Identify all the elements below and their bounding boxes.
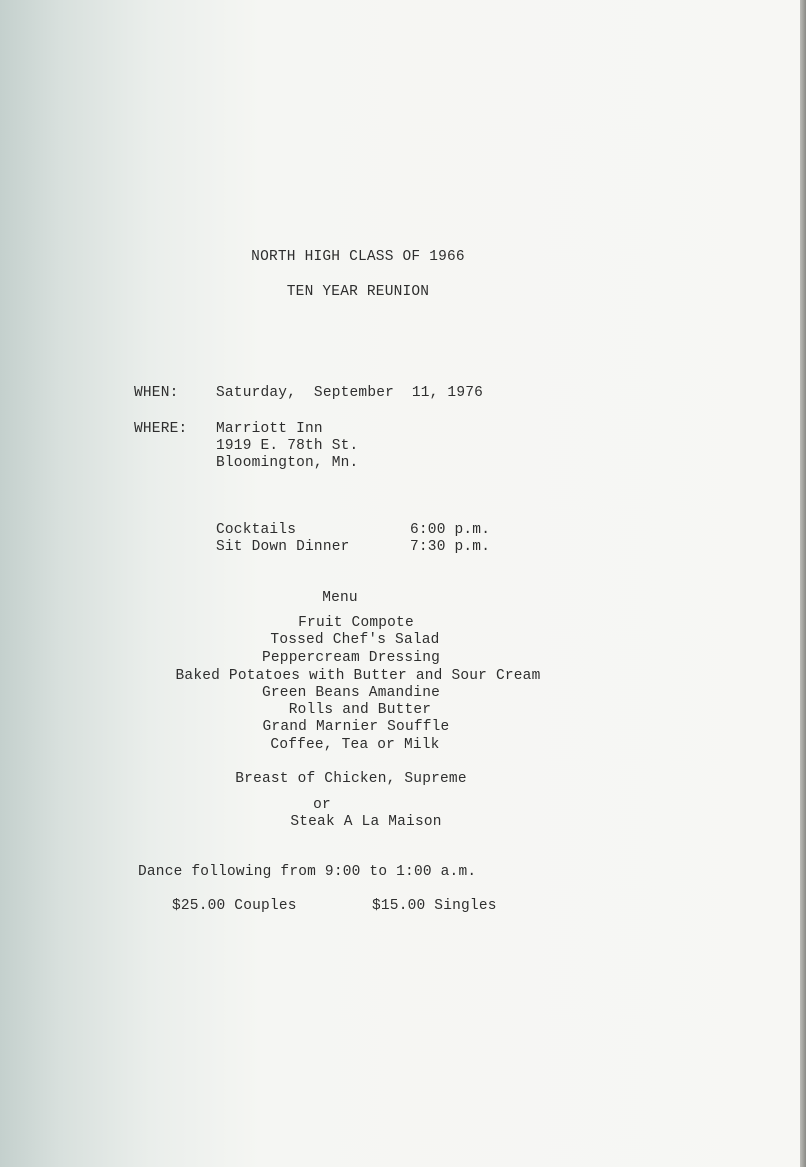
menu-item: Green Beans Amandine	[261, 685, 441, 701]
page-edge	[800, 0, 806, 1167]
where-line-street: 1919 E. 78th St.	[216, 438, 359, 454]
where-line-city: Bloomington, Mn.	[216, 455, 359, 471]
menu-entree-or: or	[313, 797, 331, 813]
price-singles: $15.00 Singles	[372, 898, 497, 914]
when-label: WHEN:	[134, 385, 179, 401]
menu-heading: Menu	[322, 590, 358, 606]
dance-info: Dance following from 9:00 to 1:00 a.m.	[138, 864, 477, 880]
menu-item: Baked Potatoes with Butter and Sour Cream	[175, 668, 541, 684]
menu-item: Coffee, Tea or Milk	[270, 737, 440, 753]
menu-item: Tossed Chef's Salad	[270, 632, 440, 648]
price-couples: $25.00 Couples	[172, 898, 297, 914]
menu-entree-steak: Steak A La Maison	[290, 814, 442, 830]
menu-item: Fruit Compote	[298, 615, 414, 631]
menu-item: Rolls and Butter	[288, 702, 432, 718]
schedule-event-dinner: Sit Down Dinner	[216, 539, 350, 555]
menu-item: Peppercream Dressing	[261, 650, 441, 666]
where-line-venue: Marriott Inn	[216, 421, 323, 437]
menu-entree-chicken: Breast of Chicken, Supreme	[235, 771, 467, 787]
schedule-time-cocktails: 6:00 p.m.	[410, 522, 491, 538]
schedule-event-cocktails: Cocktails	[216, 522, 297, 538]
schedule-time-dinner: 7:30 p.m.	[410, 539, 491, 555]
menu-item: Grand Marnier Souffle	[262, 719, 450, 735]
where-label: WHERE:	[134, 421, 188, 437]
when-value: Saturday, September 11, 1976	[216, 385, 484, 401]
document-subtitle: TEN YEAR REUNION	[286, 284, 430, 300]
document-title: NORTH HIGH CLASS OF 1966	[251, 249, 465, 265]
